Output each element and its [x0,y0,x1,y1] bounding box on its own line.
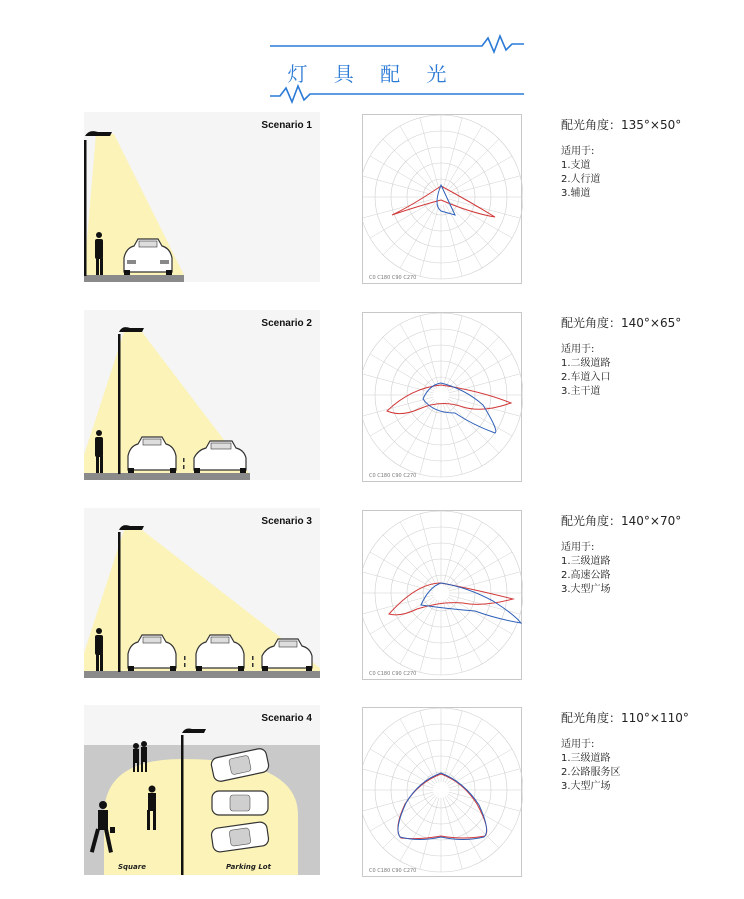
street-scene-2 [84,310,320,480]
parking-lot-label: Parking Lot [226,863,271,871]
polar-curve-chart-2 [363,313,523,483]
polar-legend: C0 C180 C90 C270 [369,473,417,479]
beam-angle: 配光角度：135°×50° [561,118,682,132]
polar-grid [363,708,523,872]
parking-scene-4 [84,705,320,875]
scenario-illustration-3 [84,508,320,678]
polar-diagram-3 [362,510,522,680]
page-header [0,0,744,110]
polar-curve-chart-4 [363,708,523,878]
polar-grid [363,115,523,279]
suitable-label: 适用于: [561,542,595,553]
polar-curve-chart-1 [363,115,523,285]
polar-diagram-4 [362,707,522,877]
square-label: Square [118,863,146,871]
use-item: 2.车道入口 [561,372,611,383]
suitable-label: 适用于: [561,146,595,157]
beam-angle: 配光角度：140°×70° [561,514,682,528]
scenario-illustration-1 [84,112,320,282]
scenario-label: Scenario 1 [261,120,312,131]
street-scene-1 [84,112,320,282]
info-block-3 [561,512,741,597]
use-item: 1.三级道路 [561,753,611,764]
info-block-2 [561,314,741,399]
use-item: 3.辅道 [561,188,591,199]
polar-curve-chart-3 [363,511,523,681]
use-item: 3.主干道 [561,386,601,397]
polar-legend: C0 C180 C90 C270 [369,275,417,281]
scenario-label: Scenario 2 [261,318,312,329]
polar-legend: C0 C180 C90 C270 [369,868,417,874]
use-item: 3.大型广场 [561,781,611,792]
polar-legend: C0 C180 C90 C270 [369,671,417,677]
beam-angle: 配光角度：140°×65° [561,316,682,330]
polar-diagram-1 [362,114,522,284]
use-item: 2.公路服务区 [561,767,621,778]
use-item: 1.支道 [561,160,591,171]
polar-grid [363,313,523,477]
scenario-illustration-2 [84,310,320,480]
use-item: 1.二级道路 [561,358,611,369]
info-block-4 [561,709,741,794]
suitable-label: 适用于: [561,344,595,355]
page-title: 灯 具 配 光 [287,62,457,86]
scenario-label: Scenario 3 [261,516,312,527]
polar-grid [363,511,523,675]
use-item: 1.三级道路 [561,556,611,567]
use-item: 2.高速公路 [561,570,611,581]
beam-angle: 配光角度：110°×110° [561,711,689,725]
suitable-label: 适用于: [561,739,595,750]
c90-c270-curve [423,383,496,433]
polar-diagram-2 [362,312,522,482]
header-decor-lines [0,0,744,110]
info-block-1 [561,116,741,201]
use-item: 2.人行道 [561,174,601,185]
scenario-illustration-4 [84,705,320,875]
scenario-label: Scenario 4 [261,713,312,724]
street-scene-3 [84,508,320,678]
use-item: 3.大型广场 [561,584,611,595]
